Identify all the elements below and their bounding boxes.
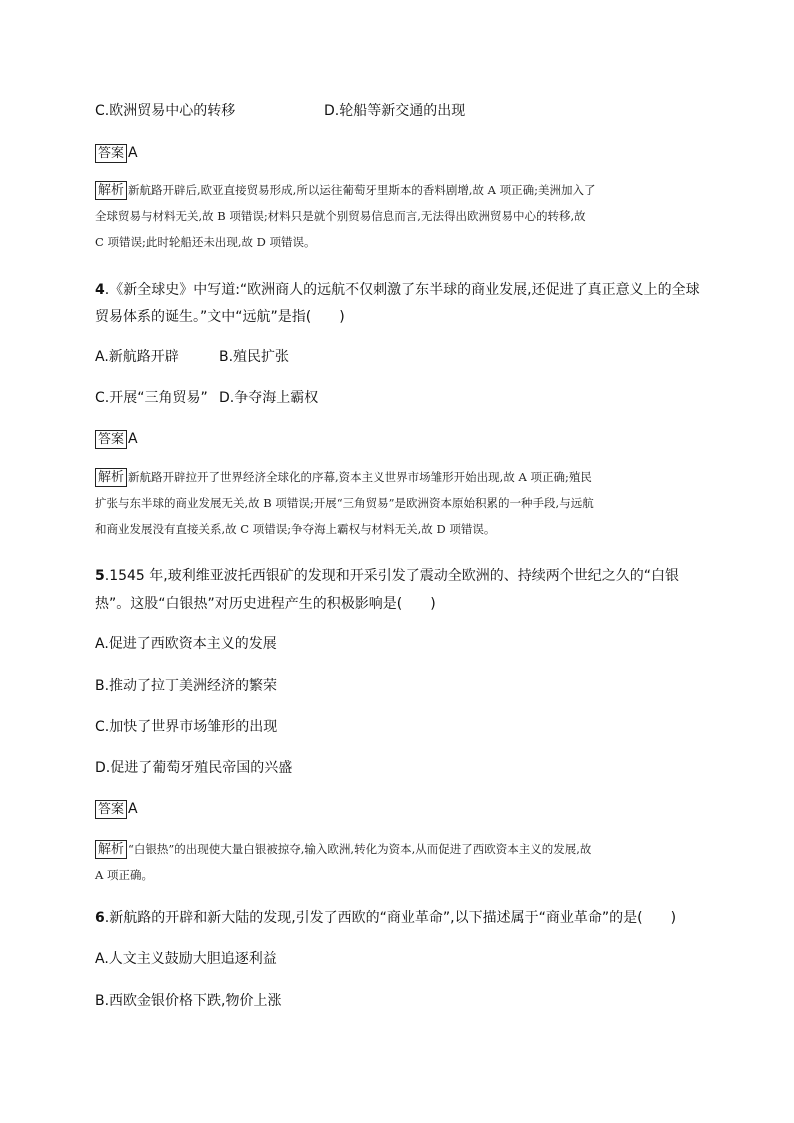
q4-options-ab	[95, 347, 705, 367]
option-text: B.推动了拉丁美洲经济的繁荣	[95, 678, 278, 694]
q6-stem-line	[95, 908, 705, 928]
q3-option-c: C.欧洲贸易中心的转移	[95, 103, 236, 119]
q6-option	[95, 949, 705, 969]
explain-line: 扩张与东半球的商业发展无关,故 B 项错误;开展“三角贸易”是欧洲资本原始积累的一种手段,与远航	[95, 496, 594, 510]
answer-tag: 答案	[95, 430, 127, 449]
q4-stem: 贸易体系的诞生。”文中“远航”是指( )	[95, 309, 345, 325]
q4-explanation	[95, 464, 710, 542]
explain-line: 新航路开辟后,欧亚直接贸易形成,所以运往葡萄牙里斯本的香料剧增,故 A 项正确;美洲加入了	[128, 183, 596, 197]
option-text: B.西欧金银价格下跌,物价上涨	[95, 993, 282, 1009]
q5-answer	[95, 799, 705, 819]
answer-value: A	[128, 145, 138, 161]
q6-option	[95, 991, 705, 1011]
q5-stem: .1545 年,玻利维亚波托西银矿的发现和开采引发了震动全欧洲的、持续两个世纪之久的“白银	[104, 568, 679, 584]
explain-line: 新航路开辟拉开了世界经济全球化的序幕,资本主义世界市场雏形开始出现,故 A 项正确;殖民	[128, 470, 592, 484]
q5-stem-line	[95, 566, 705, 586]
q5-stem: 热”。这股“白银热”对历史进程产生的积极影响是( )	[95, 596, 436, 612]
q4-option-d: D.争夺海上霸权	[219, 390, 319, 406]
question-number: 5	[95, 568, 105, 584]
explain-tag: 解析	[95, 468, 127, 487]
q6-stem: .新航路的开辟和新大陆的发现,引发了西欧的“商业革命”,以下描述属于“商业革命”的是( )	[104, 910, 677, 926]
q4-stem-line	[95, 280, 705, 300]
q3-option-d: D.轮船等新交通的出现	[324, 103, 466, 119]
answer-value: A	[128, 801, 138, 817]
q3-answer	[95, 143, 705, 163]
q3-explanation	[95, 177, 710, 255]
option-text: A.促进了西欧资本主义的发展	[95, 636, 277, 652]
option-text: D.促进了葡萄牙殖民帝国的兴盛	[95, 760, 293, 776]
q4-answer	[95, 429, 705, 449]
explain-line: 全球贸易与材料无关,故 B 项错误;材料只是就个别贸易信息而言,无法得出欧洲贸易中心的转移,故	[95, 209, 586, 223]
explain-line: “白银热”的出现使大量白银被掠夺,输入欧洲,转化为资本,从而促进了西欧资本主义的发展,故	[128, 842, 592, 856]
question-number: 6	[95, 910, 105, 926]
explain-tag: 解析	[95, 181, 127, 200]
q5-stem-line	[95, 594, 705, 614]
q4-option-c: C.开展“三角贸易”	[95, 390, 208, 406]
q5-option	[95, 634, 705, 654]
q3-options-cd	[95, 101, 705, 121]
answer-tag: 答案	[95, 144, 127, 163]
answer-value: A	[128, 431, 138, 447]
question-number: 4	[95, 282, 105, 298]
q5-option	[95, 758, 705, 778]
explain-tag: 解析	[95, 840, 127, 859]
q4-stem: .《新全球史》中写道:“欧洲商人的远航不仅刺激了东半球的商业发展,还促进了真正意义上的全球	[104, 282, 700, 298]
q4-stem-line	[95, 307, 705, 327]
option-text: C.加快了世界市场雏形的出现	[95, 719, 278, 735]
q4-option-a: A.新航路开辟	[95, 349, 179, 365]
q5-option	[95, 676, 705, 696]
explain-line: A 项正确。	[95, 868, 153, 882]
answer-tag: 答案	[95, 800, 127, 819]
option-text: A.人文主义鼓励大胆追逐利益	[95, 951, 277, 967]
q4-options-cd	[95, 388, 705, 408]
q4-option-b: B.殖民扩张	[219, 349, 290, 365]
q5-explanation	[95, 836, 710, 888]
explain-line: C 项错误;此时轮船还未出现,故 D 项错误。	[95, 235, 316, 249]
explain-line: 和商业发展没有直接关系,故 C 项错误;争夺海上霸权与材料无关,故 D 项错误。	[95, 522, 496, 536]
q5-option	[95, 717, 705, 737]
